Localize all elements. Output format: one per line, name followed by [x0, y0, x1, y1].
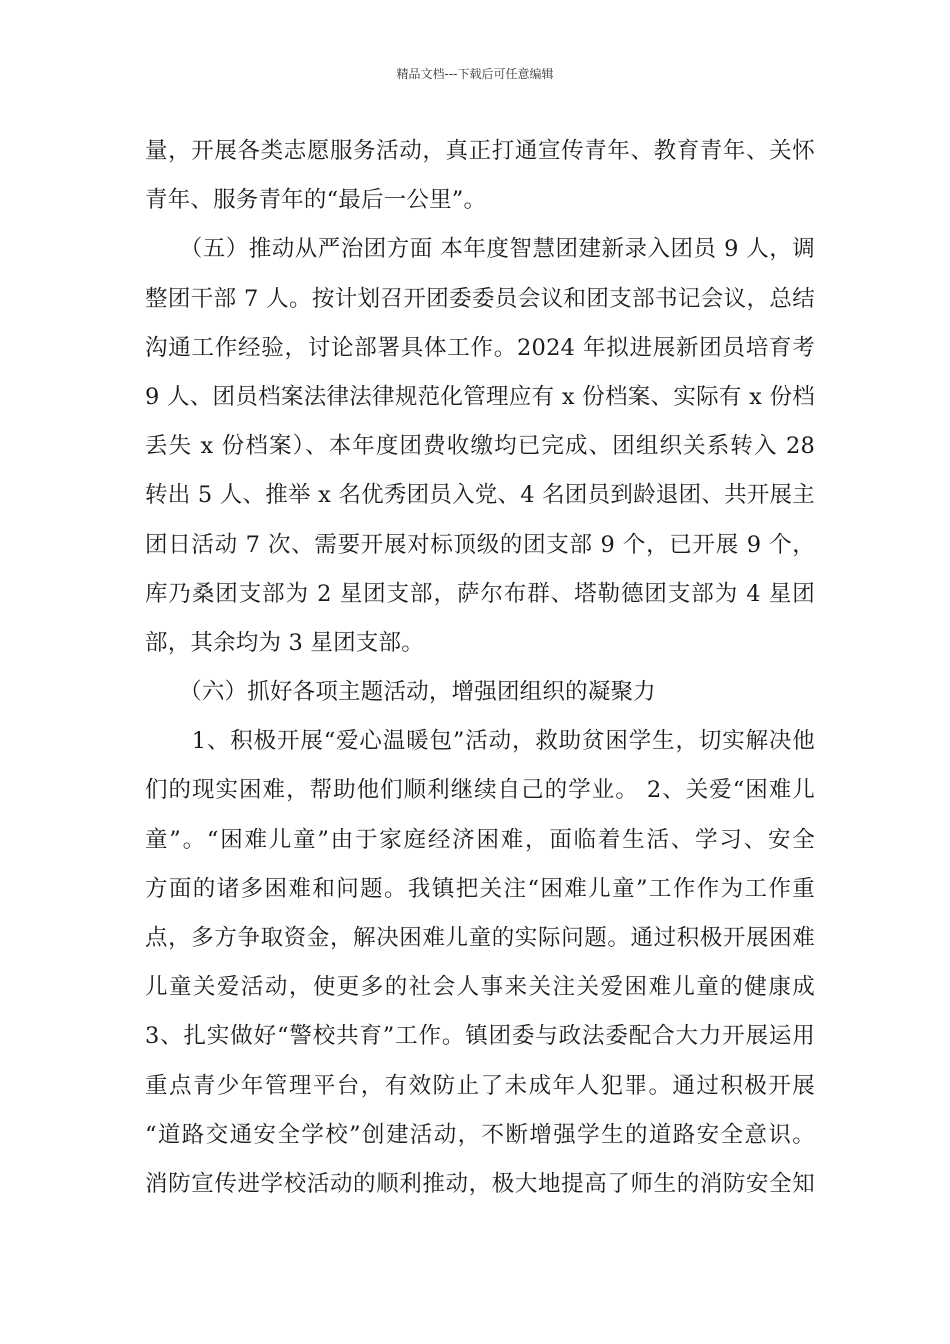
- text-line: 转出 5 人、推举 x 名优秀团员入党、4 名团员到龄退团、共开展主: [145, 482, 815, 509]
- text-line: 消防宣传进学校活动的顺利推动，极大地提高了师生的消防安全知: [145, 1170, 815, 1197]
- text-line: 团日活动 7 次、需要开展对标顶级的团支部 9 个，已开展 9 个，: [145, 531, 815, 558]
- text-line: 9 人、团员档案法律法律规范化管理应有 x 份档案、实际有 x 份档: [145, 383, 815, 410]
- text-line: 们的现实困难，帮助他们顺利继续自己的学业。 2、关爱“困难儿: [145, 777, 815, 804]
- text-line: 青年、服务青年的“最后一公里”。: [145, 187, 487, 214]
- page-header: 精品文档---下载后可任意编辑: [396, 67, 554, 81]
- text-line: 整团干部 7 人。按计划召开团委委员会议和团支部书记会议，总结: [145, 285, 815, 312]
- text-line: （五）推动从严治团方面 本年度智慧团建新录入团员 9 人，调: [145, 236, 815, 263]
- text-line: 丢失 x 份档案）、本年度团费收缴均已完成、团组织关系转入 28: [145, 433, 815, 460]
- text-line: “道路交通安全学校”创建活动，不断增强学生的道路安全意识。: [145, 1121, 815, 1148]
- text-line: 库乃桑团支部为 2 星团支部，萨尔布群、塔勒德团支部为 4 星团: [145, 580, 815, 607]
- document-body: [145, 127, 815, 1209]
- text-line: 方面的诸多困难和问题。我镇把关注“困难儿童”工作作为工作重: [145, 875, 815, 902]
- text-line: 儿童关爱活动，使更多的社会人事来关注关爱困难儿童的健康成: [145, 974, 815, 1001]
- text-line: 童”。“困难儿童”由于家庭经济困难，面临着生活、学习、安全: [145, 826, 815, 853]
- text-line: 部，其余均为 3 星团支部。: [145, 629, 424, 656]
- text-line: 沟通工作经验，讨论部署具体工作。2024 年拟进展新团员培育考: [145, 334, 815, 361]
- text-line: （六）抓好各项主题活动，增强团组织的凝聚力: [145, 679, 656, 706]
- text-line: 3、扎实做好“警校共育”工作。镇团委与政法委配合大力开展运用: [145, 1023, 815, 1050]
- text-line: 重点青少年管理平台，有效防止了未成年人犯罪。通过积极开展: [145, 1072, 815, 1099]
- text-line: 量，开展各类志愿服务活动，真正打通宣传青年、教育青年、关怀: [145, 138, 815, 164]
- text-line: 1、积极开展“爱心温暖包”活动，救助贫困学生，切实解决他: [145, 728, 815, 755]
- text-line: 点，多方争取资金，解决困难儿童的实际问题。通过积极开展困难: [145, 925, 815, 951]
